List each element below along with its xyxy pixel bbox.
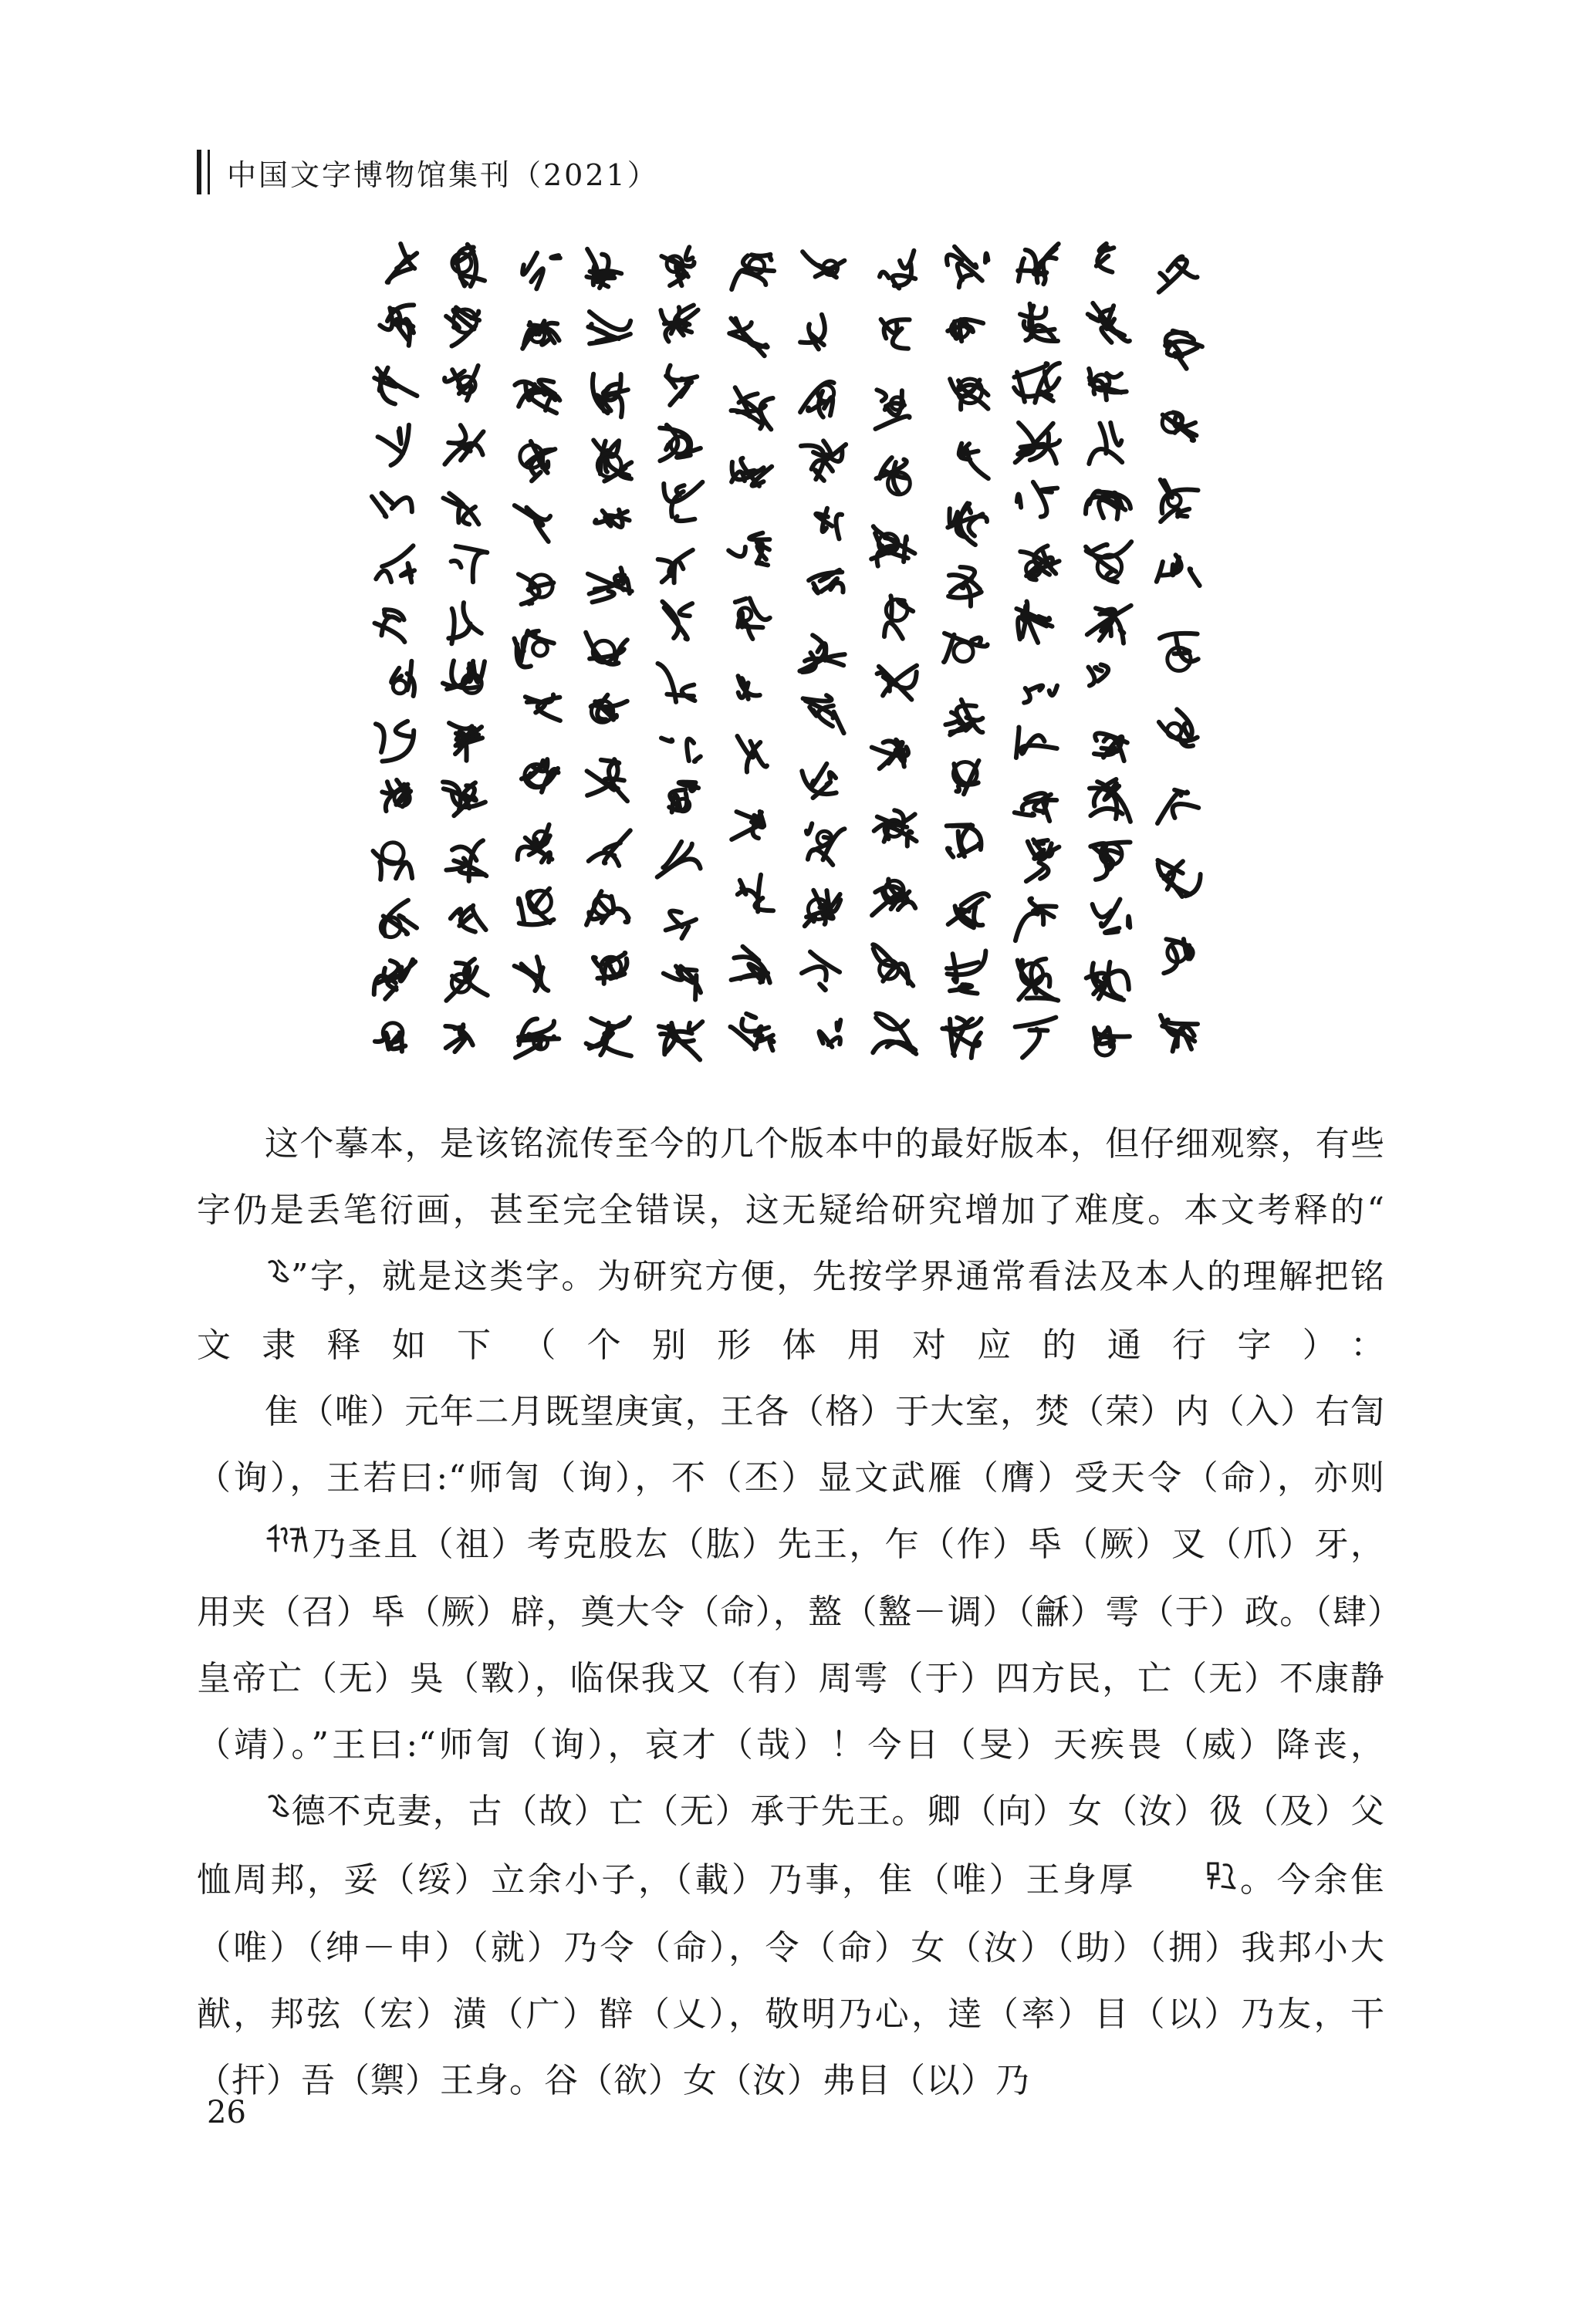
inscription-glyph [876, 390, 910, 429]
transcription-seg4: 。今余隹（唯）（绅－申）（就）乃令（命），令（命）女（汝）（助）（拥）我邦小大猷，邦弦（宏）潢（广）辥（乂），敬明乃心，逹（率）目（以）乃友，干（扞）吾（禦）王身。谷（欲）女（汝）弗目（以）乃 [197, 1860, 1386, 2100]
glyph-stroke [1157, 555, 1200, 586]
glyph-stroke [732, 387, 773, 429]
glyph-stroke [1159, 709, 1198, 746]
article-body [197, 1111, 1385, 2114]
glyph-stroke [515, 505, 550, 542]
inscription-glyph [444, 366, 478, 400]
inscription-glyph [959, 444, 988, 479]
glyph-stroke [444, 366, 478, 400]
glyph-stroke [732, 458, 772, 486]
inscription-glyph [1159, 709, 1198, 746]
inscription-glyph [874, 810, 917, 846]
glyph-loop [393, 680, 407, 694]
glyph-stroke [525, 694, 560, 721]
transcription-seg1: 隹（唯）元年二月既望庚寅，王各（格）于大室，焚（荣）内（入）右訇（询），王若曰:“师訇（询），不（丕）显文武雁（膺）受天令（命），亦则 [197, 1391, 1385, 1498]
glyph-stroke [816, 508, 842, 539]
inscription-glyph [449, 723, 482, 761]
inscription-glyph [448, 603, 482, 643]
glyph-stroke [1094, 733, 1127, 761]
glyph-stroke [801, 441, 846, 481]
glyph-stroke [728, 533, 769, 566]
glyph-stroke [872, 880, 915, 916]
glyph-stroke [1088, 303, 1130, 343]
inscription-glyph [1087, 606, 1131, 643]
glyph-stroke [515, 380, 559, 414]
glyph-stroke [942, 1018, 981, 1058]
inscription-glyph [374, 368, 417, 404]
inscription-glyph [950, 379, 988, 410]
glyph-loop [954, 642, 973, 661]
inscription-glyph [380, 900, 417, 937]
transcription-seg3: 德不克妻，古（故）亡（无）承于先王。卿（向）女（汝）彶（及）父恤周邦，妥（绥）立余小子，（載）乃事，隹（唯）王身厚 [197, 1792, 1385, 1900]
inscription-glyph [1164, 939, 1192, 973]
inscription-glyph [451, 906, 486, 932]
inscription-glyph [877, 666, 917, 700]
glyph-stroke [881, 319, 910, 349]
glyph-stroke [944, 633, 988, 662]
glyph-loop [533, 641, 548, 656]
inscription-glyph [661, 738, 701, 762]
glyph-stroke [374, 368, 417, 404]
glyph-stroke [873, 1014, 916, 1054]
inscription-glyph [515, 631, 554, 667]
glyph-stroke [1086, 962, 1129, 1000]
glyph-stroke [444, 425, 483, 464]
glyph-stroke [1090, 842, 1130, 879]
glyph-stroke [948, 567, 982, 606]
inscription-glyph [660, 425, 701, 461]
inscription-glyph [732, 458, 772, 486]
inscription-glyph [520, 441, 556, 481]
glyph-stroke [947, 951, 985, 993]
glyph-stroke [732, 947, 770, 983]
glyph-stroke [1017, 482, 1057, 517]
glyph-stroke [819, 1020, 841, 1047]
inscription-glyph [1157, 790, 1198, 823]
inscription-glyph [732, 812, 764, 839]
head-rule-thick [197, 150, 201, 194]
glyph-stroke [880, 251, 915, 289]
inscription-glyph [801, 441, 846, 481]
inscription-glyph [518, 825, 553, 863]
inscription-glyph [1014, 363, 1059, 403]
inscription-glyph [800, 315, 825, 350]
glyph-stroke [872, 740, 908, 769]
glyph-stroke [731, 1014, 774, 1051]
paragraph-intro-part1: 这个摹本，是该铭流传至今的几个版本中的最好版本，但仔细观察，有些字仍是丢笔衍画，甚至完全错误，这无疑给研究增加了难度。本文考释的“ [197, 1124, 1385, 1230]
inscription-glyph [1018, 959, 1059, 1001]
inscription-glyph [802, 952, 840, 991]
inscription-glyph [800, 382, 834, 417]
inscription-glyph [871, 526, 914, 566]
glyph-stroke [738, 736, 768, 772]
glyph-stroke [799, 635, 844, 672]
inscription-glyph [1157, 860, 1200, 897]
glyph-stroke [1086, 542, 1131, 582]
inscription-glyph [452, 245, 485, 286]
inscription-glyph [728, 533, 769, 566]
inscription-glyph [662, 602, 692, 640]
inscription-glyph [809, 570, 843, 593]
glyph-stroke [1087, 606, 1131, 643]
glyph-stroke [1086, 491, 1130, 519]
glyph-stroke [591, 695, 627, 720]
inscription-glyph [1089, 664, 1109, 685]
inscription-glyph [1017, 482, 1057, 517]
inscription-glyph [1094, 733, 1127, 761]
inscription-glyph [376, 546, 414, 582]
glyph-stroke [595, 510, 630, 527]
glyph-stroke [1157, 860, 1200, 897]
inscription-glyph [872, 740, 908, 769]
inscription-glyph [942, 1018, 981, 1058]
glyph-stroke [586, 249, 621, 288]
glyph-stroke [586, 1018, 631, 1056]
glyph-stroke [1016, 602, 1052, 643]
inscription-glyph [515, 505, 550, 542]
inscription-glyph [1088, 303, 1130, 343]
inscription-glyph [735, 598, 770, 639]
inscription-glyph [657, 842, 701, 877]
inscription-glyph [738, 736, 768, 772]
inscription-glyph [731, 1014, 774, 1051]
glyph-stroke [802, 764, 836, 798]
inscription-glyph [661, 247, 694, 285]
inscription-glyph [1015, 423, 1060, 464]
inscription-glyph [1086, 962, 1129, 1000]
inscription-glyph [732, 387, 773, 429]
glyph-stroke [1159, 256, 1198, 292]
glyph-stroke [1024, 685, 1057, 702]
inscription-glyph [593, 441, 631, 481]
inscription-glyph [948, 503, 987, 545]
glyph-stroke [451, 546, 488, 582]
head-rule-thin [208, 150, 210, 194]
inscription-glyph [873, 1014, 916, 1054]
glyph-stroke [662, 602, 692, 640]
glyph-stroke [1018, 244, 1059, 284]
inscription-glyph [375, 1023, 406, 1052]
inscription-glyph [443, 660, 485, 693]
glyph-loop [1168, 494, 1181, 507]
inscription-glyph [732, 947, 770, 983]
inscription-glyph [945, 700, 982, 735]
glyph-stroke [658, 550, 693, 583]
inscription-glyph [525, 694, 560, 721]
glyph-stroke [666, 911, 696, 938]
inscription-glyph [445, 1025, 472, 1052]
inscription-glyph [729, 319, 767, 356]
glyph-stroke [448, 603, 482, 643]
inscription-glyph [877, 458, 911, 495]
glyph-stroke [658, 664, 695, 702]
inscription-glyph [515, 957, 549, 991]
inscription-glyph [1161, 1015, 1198, 1052]
inscription-glyph [387, 244, 417, 282]
inscription-glyph [664, 482, 702, 521]
inscription-glyph [948, 567, 982, 606]
glyph-stroke [515, 957, 549, 991]
inscription-glyph [443, 782, 485, 816]
glyph-stroke [738, 875, 773, 912]
glyph-stroke [1015, 1018, 1056, 1058]
inscription-glyph [666, 366, 697, 405]
glyph-stroke [1020, 304, 1058, 341]
inscription-glyph [1089, 369, 1127, 400]
paragraph-transcription [197, 1379, 1385, 2115]
inscription-glyph [586, 249, 621, 288]
glyph-stroke [1093, 900, 1130, 933]
glyph-stroke [802, 952, 840, 991]
inscription-glyph [1018, 244, 1059, 284]
inscription-glyph [593, 374, 628, 417]
glyph-stroke [376, 721, 414, 762]
glyph-stroke [451, 906, 486, 932]
inscription-glyph [947, 247, 988, 288]
inscription-glyph [1016, 602, 1052, 643]
inscription-glyph [1086, 542, 1131, 582]
glyph-stroke [1157, 790, 1198, 823]
inscription-glyph [380, 305, 414, 345]
journal-title: 中国文字博物馆集刊（2021） [227, 157, 659, 192]
inscription-glyph [1162, 413, 1196, 441]
glyph-stroke [378, 425, 409, 465]
inscription-rubbing-image [359, 224, 1215, 1080]
glyph-loop [677, 799, 690, 812]
glyph-stroke [1161, 1015, 1198, 1052]
glyph-stroke [387, 244, 417, 282]
inscription-glyph [666, 911, 696, 938]
inscription-glyph [588, 568, 632, 602]
inscription-glyph [805, 890, 841, 927]
archaic-glyph-icon-3 [1136, 1849, 1238, 1915]
inscription-glyph [816, 508, 842, 539]
glyph-stroke [803, 695, 844, 733]
inscription-glyph [738, 676, 760, 699]
inscription-glyph [519, 574, 554, 604]
glyph-stroke [375, 610, 405, 642]
glyph-stroke [661, 306, 698, 342]
glyph-stroke [444, 493, 479, 524]
inscription-glyph [880, 251, 915, 289]
glyph-stroke [1097, 244, 1114, 272]
inscription-glyph [1093, 900, 1130, 933]
glyph-stroke [1015, 899, 1056, 941]
inscription-glyph [819, 1020, 841, 1047]
inscription-glyph [664, 966, 701, 999]
glyph-stroke [374, 960, 415, 999]
page-number: 26 [207, 2095, 246, 2130]
inscription-glyph [522, 321, 559, 349]
glyph-stroke [443, 782, 485, 816]
inscription-glyph [1097, 244, 1114, 272]
glyph-stroke [948, 893, 989, 927]
glyph-stroke [809, 570, 843, 593]
inscription-glyph [802, 764, 836, 798]
inscription-glyph [1157, 555, 1200, 586]
inscription-glyph [373, 843, 413, 880]
inscription-glyph [1159, 256, 1198, 292]
inscription-glyph [375, 610, 405, 642]
inscription-glyph [803, 695, 844, 733]
inscription-glyph [378, 425, 409, 465]
glyph-stroke [664, 482, 702, 521]
archaic-glyph-icon [197, 1246, 291, 1312]
inscription-glyph [669, 782, 698, 812]
inscription-glyph [591, 695, 627, 723]
inscription-glyph [948, 319, 983, 341]
paragraph-intro [197, 1111, 1385, 1379]
inscription-glyph [593, 953, 627, 984]
inscription-glyph [586, 891, 629, 925]
glyph-stroke [380, 305, 414, 345]
inscription-glyph [944, 633, 988, 662]
inscription-glyph [738, 875, 773, 912]
glyph-stroke [729, 319, 767, 356]
inscription-rubbing-figure [359, 224, 1215, 1080]
inscription-glyph [1089, 423, 1122, 464]
glyph-stroke [372, 493, 412, 517]
inscription-glyph [947, 825, 982, 857]
glyph-stroke [1026, 839, 1059, 881]
inscription-glyph [515, 380, 559, 414]
inscription-glyph [1090, 779, 1130, 822]
glyph-stroke [800, 315, 825, 350]
inscription-glyph [881, 319, 910, 349]
inscription-glyph [1020, 546, 1059, 579]
inscription-glyph [806, 823, 845, 865]
glyph-stroke [593, 374, 628, 417]
glyph-stroke [1165, 331, 1202, 369]
inscription-glyph [444, 425, 483, 464]
inscription-glyph [1015, 899, 1056, 941]
inscription-glyph [376, 721, 414, 762]
inscription-glyph [1165, 331, 1202, 369]
inscription-glyph [884, 596, 913, 638]
glyph-stroke [664, 966, 701, 999]
glyph-stroke [522, 321, 559, 349]
glyph-stroke [945, 700, 982, 735]
inscription-glyph [658, 664, 695, 702]
inscription-glyph [1020, 304, 1058, 341]
inscription-glyph [595, 510, 630, 527]
glyph-stroke [1016, 728, 1057, 758]
glyph-stroke [732, 812, 764, 839]
glyph-stroke [947, 825, 982, 857]
running-head [197, 145, 659, 199]
glyph-stroke [959, 444, 988, 479]
glyph-stroke [666, 366, 697, 405]
glyph-stroke [588, 568, 632, 602]
glyph-stroke [589, 830, 630, 866]
glyph-stroke [1089, 423, 1122, 464]
glyph-stroke [1090, 779, 1130, 822]
inscription-glyph [446, 307, 479, 346]
archaic-glyph-icon-2 [197, 1781, 291, 1847]
inscription-glyph [1161, 480, 1198, 522]
glyph-stroke [445, 1025, 472, 1052]
inscription-glyph [519, 889, 553, 925]
inscription-glyph [586, 1018, 631, 1056]
inscription-glyph [451, 546, 488, 582]
inscription-glyph [1086, 491, 1130, 519]
inscription-glyph [799, 635, 844, 672]
glyph-stroke [1015, 423, 1060, 464]
inscription-glyph [954, 761, 979, 795]
inscription-glyph [522, 759, 559, 792]
inscription-glyph [382, 780, 411, 811]
inscription-glyph [661, 306, 698, 342]
inscription-glyph [658, 550, 693, 583]
inscription-glyph [732, 255, 774, 289]
glyph-stroke [657, 842, 701, 877]
glyph-stroke [1015, 793, 1057, 821]
paragraph-intro-part2: ”字，就是这类字。为研究方便，先按学界通常看法及本人的理解把铭文隶释如下（个别形体用对应的通行字）： [197, 1257, 1385, 1365]
inscription-glyph [1016, 728, 1057, 758]
glyph-stroke [1014, 363, 1059, 403]
inscription-glyph [1015, 1018, 1056, 1058]
glyph-stroke [877, 666, 917, 700]
glyph-stroke [588, 312, 630, 344]
glyph-stroke [661, 738, 701, 762]
inscription-glyph [872, 880, 915, 916]
glyph-stroke [947, 247, 988, 288]
glyph-stroke [659, 1022, 702, 1059]
inscription-glyph [589, 830, 630, 866]
inscription-glyph [1160, 633, 1198, 671]
glyph-stroke [376, 546, 414, 582]
inscription-glyph [515, 1018, 559, 1057]
inscription-glyph [659, 1022, 702, 1059]
glyph-stroke [446, 840, 486, 881]
archaic-glyph-pair-icon [197, 1513, 311, 1579]
inscription-glyph [446, 840, 486, 881]
inscription-glyph [446, 959, 487, 1001]
inscription-glyph [391, 661, 414, 696]
glyph-stroke [948, 503, 987, 545]
inscription-glyph [374, 960, 415, 999]
glyph-stroke [522, 253, 560, 289]
inscription-glyph [444, 493, 479, 524]
inscription-glyph [1026, 839, 1059, 881]
inscription-glyph [1024, 685, 1057, 702]
inscription-glyph [372, 493, 412, 517]
inscription-glyph [588, 312, 630, 344]
inscription-glyph [803, 252, 844, 277]
glyph-loop [738, 608, 752, 621]
inscription-glyph [947, 951, 985, 993]
glyph-stroke [738, 676, 760, 699]
inscription-glyph [1015, 793, 1057, 821]
inscription-glyph [586, 633, 627, 664]
inscription-glyph [873, 944, 913, 985]
glyph-stroke [587, 759, 627, 801]
transcription-seg2: 乃圣且（祖）考克股厷（肱）先王，乍（作）氒（厥）叉（爪）牙，用夹（召）氒（厥）辟，奠大令（命），盩（盭－调）（龢）雩（于）政。（肆）皇帝亡（无）吳（斁），临保我又（有）周雩（于）四方民，亡（无）不康静（靖）。”王曰:“师訇（询），哀才（哉）！今日（旻）天疾畏（威）降丧， [197, 1524, 1385, 1765]
glyph-stroke [1089, 664, 1109, 685]
inscription-glyph [522, 253, 560, 289]
inscription-glyph [1094, 1028, 1130, 1056]
inscription-glyph [587, 759, 627, 801]
inscription-glyph [1090, 842, 1130, 879]
glyph-stroke [874, 810, 917, 846]
inscription-glyph [948, 893, 989, 927]
